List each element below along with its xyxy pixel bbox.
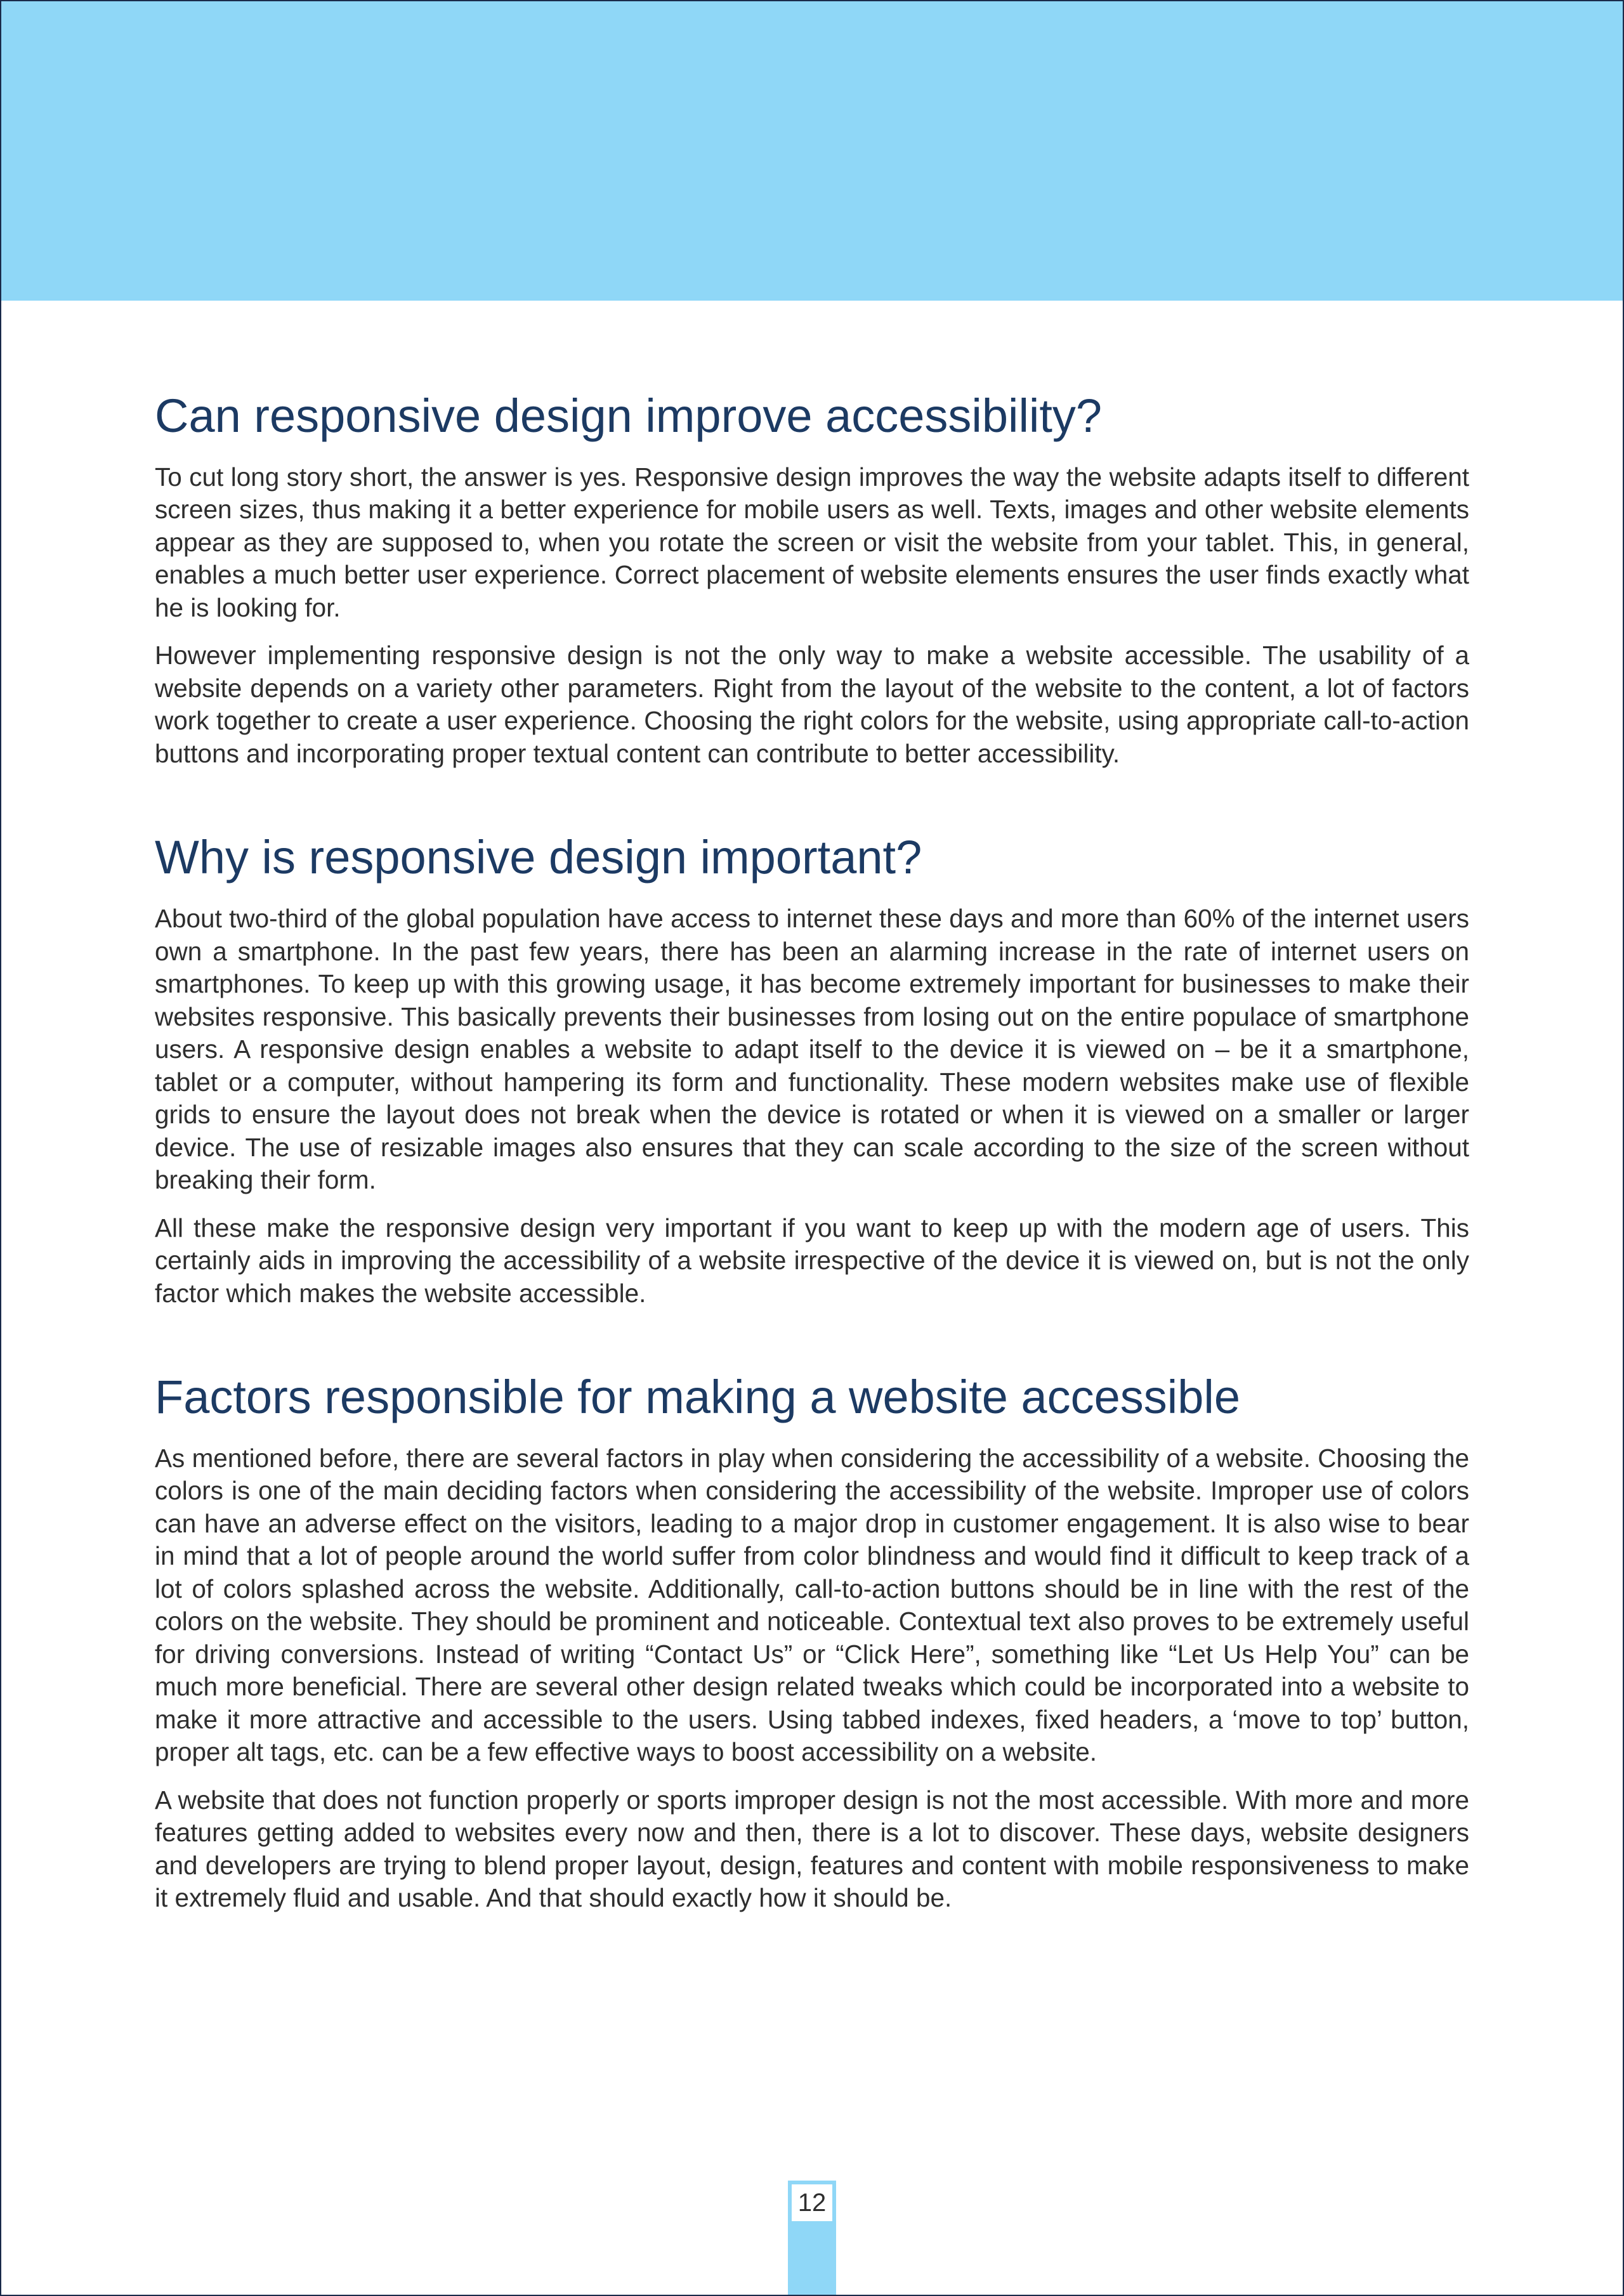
paragraph: As mentioned before, there are several factors in play when considering the accessibility of a website. Choosing the colors is one of the main deciding factors when considering the accessibility of the website. Improper use of colors can have an adverse effect on the visitors, leading to a major drop in customer engagement. It is also wise to bear in mind that a lot of people around the world suffer from color blindness and would find it difficult to keep track of a lot of colors splashed across the website. Additionally, call-to-action buttons should be in line with the rest of the colors on the website. They should be prominent and noticeable. Contextual text also proves to be extremely useful for driving conversions. Instead of writing “Contact Us” or “Click Here”, something like “Let Us Help You” can be much more beneficial. There are several other design related tweaks which could be incorporated into a website to make it more attractive and accessible to the users. Using tabbed indexes, fixed headers, a ‘move to top’ button, proper alt tags, etc. can be a few effective ways to boost accessibility on a website. [155,1443,1469,1767]
paragraph: A website that does not function properly or sports improper design is not the most accessible. With more and more features getting added to websites every now and then, there is a lot to discover. These days, website designers and developers are trying to blend proper layout, design, features and content with mobile responsiveness to make it extremely fluid and usable. And that should exactly how it should be. [155,1785,1469,1913]
section-heading: Can responsive design improve accessibility? [155,389,1103,442]
paragraph: To cut long story short, the answer is yes. Responsive design improves the way the website adapts itself to different screen sizes, thus making it a better experience for mobile users as well. Texts, images and other website elements appear as they are supposed to, when you rotate the screen or visit the website from your tablet. This, in general, enables a much better user experience. Correct placement of website elements ensures the user finds exactly what he is looking for. [155,462,1469,622]
paragraph: About two-third of the global population have access to internet these days and more than 60% of the internet users own a smartphone. In the past few years, there has been an alarming increase in the rate of internet users on smartphones. To keep up with this growing usage, it has become extremely important for businesses to make their websites responsive. This basically prevents their businesses from losing out on the entire populace of smartphone users. A responsive design enables a website to adapt itself to the device it is viewed on – be it a smartphone, tablet or a computer, without hampering its form and functionality. These modern websites make use of flexible grids to ensure the layout does not break when the device is rotated or when it is viewed on a smaller or larger device. The use of resizable images also ensures that they can scale according to the size of the screen without breaking their form. [155,904,1469,1195]
section-responsive-accessibility [155,388,1469,770]
section-why-responsive [155,830,1469,1310]
section-heading: Why is responsive design important? [155,831,922,884]
header-band [1,1,1623,301]
page-number: 12 [792,2184,832,2221]
paragraph: However implementing responsive design is not the only way to make a website accessible. The usability of a website depends on a variety other parameters. Right from the layout of the website to the content, a lot of factors work together to create a user experience. Choosing the right colors for the website, using appropriate call-to-action buttons and incorporating proper textual content can contribute to better accessibility. [155,641,1469,768]
paragraph: All these make the responsive design very important if you want to keep up with the modern age of users. This certainly aids in improving the accessibility of a website irrespective of the device it is viewed on, but is not the only factor which makes the website accessible. [155,1213,1469,1308]
section-heading: Factors responsible for making a website accessible [155,1371,1240,1424]
document-body [155,388,1469,1930]
section-accessibility-factors [155,1369,1469,1915]
